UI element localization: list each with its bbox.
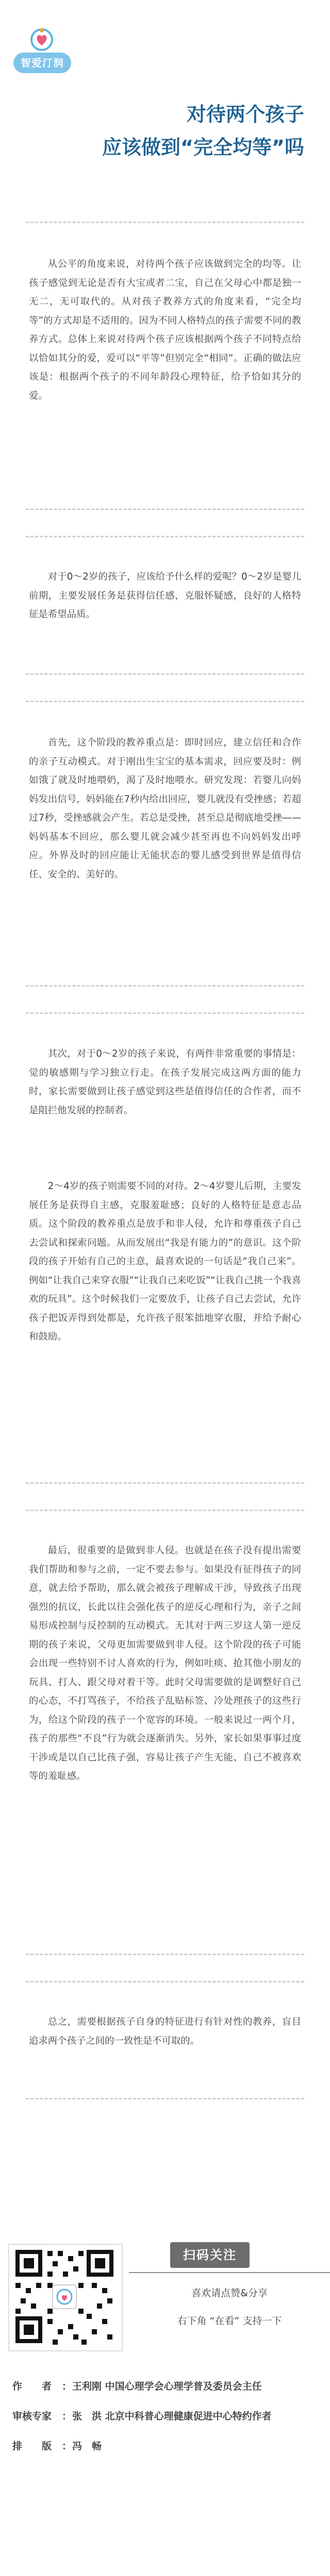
paragraph: 最后，很重要的是做到非人侵。也就是在孩子没有提出需要我们帮助和参与之前，一定不要去参与。如果没有征得孩子的同意，就去给予帮助，那么就会被孩子理解成干涉，导致孩子出现强烈的抗议，长此以往会强化孩子的逆反心理和行为，亲子之间易形成控制与反控制的互动模式。无其对于两三岁这人第一逆反期的孩子来说，父母更加需要做到非人侵。这个阶段的孩子可能会出现一些特别不讨人喜欢的行为，例如吐痰、抢其他小朋友的玩具、打人、跟父母对着干等。此时父母需要做的是调整好自己的心态，不打骂孩子，不给孩子乱贴标签、冷处理孩子的这些行为，给这个阶段的孩子一个宽容的环境。一般来说过一两个月，孩子的那些“不良”行为就会逐渐消失。另外，家长如果事事过度干涉或是以自己比孩子强，容易让孩子产生无能、自己不被喜欢等的羞耻感。	[29, 1545, 301, 1782]
paragraph: 2～4岁的孩子则需要不同的对待。2～4岁婴儿后期，主要发展任务是获得自主感，克服羞耻感；良好的人格特征是意志品质。这个阶段的教养重点是放手和非人侵，允许和尊重孩子自己去尝试和探索问题。从而发展出“我是有能力的”的意识。这个阶段的孩子开始有自己的主意，最喜欢说的一句话是“我自己来”。例如“让我自己来穿衣服”“让我自己来吃饭”“让我自己挑一个我喜欢的玩具”。这个时候我们一定要放手，让孩子自己去尝试，允许孩子把饭弄得到处都是，允许孩子很笨拙地穿衣服，并给予耐心和鼓励。	[29, 1181, 301, 1342]
follow-line-2: 右下角 “在看” 支持一下	[177, 2315, 282, 2327]
credit-value: 冯 畅	[72, 2441, 102, 2452]
credit-row-layout	[12, 2436, 317, 2456]
divider	[26, 1954, 304, 1955]
credit-colon: ：	[62, 2381, 72, 2392]
section-5	[26, 1510, 304, 1955]
section-4	[26, 1012, 304, 1484]
heart-family-icon	[29, 27, 55, 53]
paragraph: 对于0～2岁的孩子，应该给予什么样的爱呢？0～2岁是婴儿前期，主要发展任务是获得信任感，克服怀疑感，良好的人格特征是希望品质。	[29, 571, 301, 620]
section-3	[26, 701, 304, 987]
credits	[12, 2376, 317, 2466]
title-line-2: 应该做到“完全均等”吗	[102, 136, 304, 159]
divider	[26, 673, 304, 675]
credit-value: 张 洪 北京中科普心理健康促进中心特约作者	[72, 2411, 272, 2422]
section-6	[26, 1981, 304, 2099]
qr-code[interactable]	[8, 2244, 123, 2351]
divider	[26, 222, 304, 223]
paragraph: 总之，需要根据孩子自身的特征进行有针对性的教养，盲目追求两个孩子之间的一致性是不可取的。	[29, 2016, 301, 2046]
section-2	[26, 536, 304, 675]
paragraph: 首先，这个阶段的教养重点是：即时回应，建立信任和合作的亲子互动模式。对于刚出生宝宝的基本需求，回应要及时：例如饿了就及时地喂奶，渴了及时地喂水。研究发现：若婴儿向妈妈发出信号，妈妈能在7秒内给出回应，婴儿就没有受挫感；若超过7秒，受挫感就会产生。若总是受挫，甚至总是彻底地受挫——妈妈基本不回应，那么婴儿就会减少甚至再也不向妈妈发出呼应。外界及时的回应能让无能状态的婴儿感受到世界是值得信任、安全的、美好的。	[29, 737, 301, 880]
divider	[26, 985, 304, 987]
section-1	[26, 222, 304, 510]
credit-row-author	[12, 2376, 317, 2397]
credit-colon: ：	[62, 2411, 72, 2422]
divider	[26, 2098, 304, 2099]
credit-label: 作 者	[12, 2381, 52, 2392]
credit-colon: ：	[62, 2441, 72, 2452]
divider	[129, 2272, 330, 2273]
divider	[26, 1012, 304, 1014]
divider	[26, 509, 304, 510]
paragraph: 其次，对于0～2岁的孩子来说，有两件非常重要的事情是：觉的敏感期与学习独立行走。在孩子发展完成这两方面的能力时，家长需要做到让孩子感觉到这些是值得信任的合作者，而不是阻拦他发展的控制者。	[29, 1048, 301, 1116]
divider	[26, 1981, 304, 1982]
paragraph: 从公平的角度来说，对待两个孩子应该做到完全的均等。让孩子感觉到无论是否有大宝或者二宝，自己在父母心中都是独一无二，无可取代的。从对孩子教养方式的角度来看，“完全均等”的方式却是不适用的。因为不同人格特点的孩子需要不同的教养方式。总体上来说对待两个孩子应该根据两个孩子不同特点给以恰如其分的爱，爱可以“平等”但别完全“相同”。正确的做法应该是：根据两个孩子的不同年龄段心理特征，给予恰如其分的爱。	[29, 259, 301, 401]
credit-label: 审核专家	[12, 2411, 52, 2422]
credit-row-reviewer	[12, 2406, 317, 2427]
brand-name: 智爱汀润	[13, 53, 71, 73]
follow-line-1: 喜欢请点赞&分享	[191, 2287, 268, 2299]
qr-code-icon	[9, 2245, 120, 2348]
brand-logo	[13, 27, 71, 74]
divider	[26, 1482, 304, 1484]
credit-value: 王利刚 中国心理学会心理学普及委员会主任	[72, 2381, 262, 2392]
article-title	[102, 98, 304, 164]
credit-label: 排 版	[12, 2441, 52, 2452]
title-line-1: 对待两个孩子	[186, 103, 304, 126]
divider	[26, 1510, 304, 1511]
follow-badge: 扫码关注	[170, 2242, 250, 2268]
divider	[26, 701, 304, 702]
divider	[26, 536, 304, 537]
